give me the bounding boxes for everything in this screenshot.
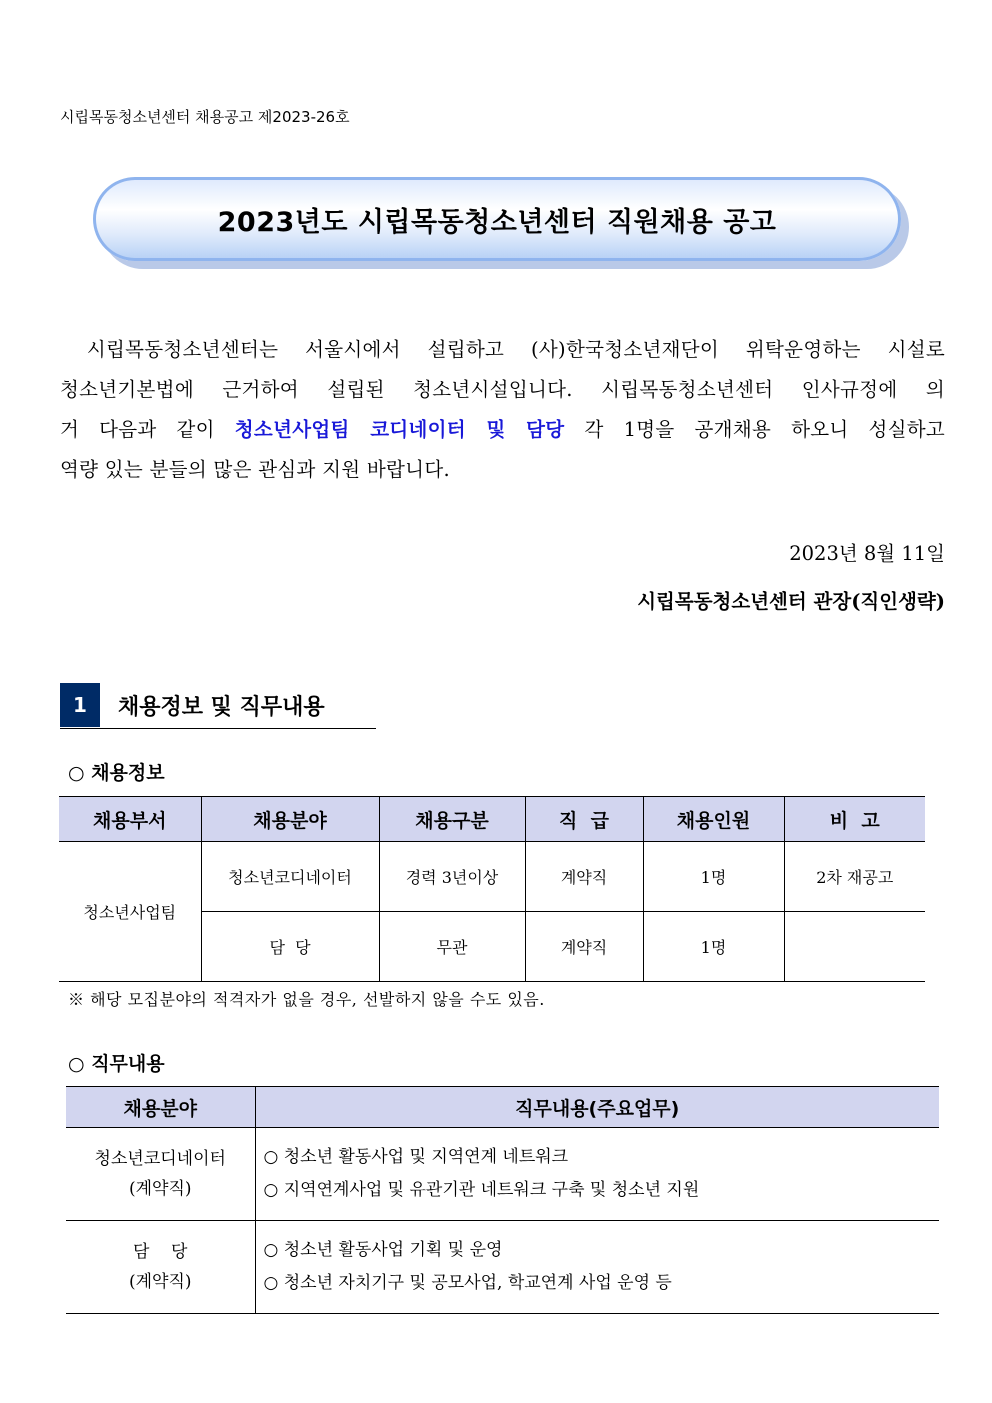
header-type: 채용구분 [379, 797, 525, 842]
section-number: 1 [60, 683, 100, 727]
table-header-row [59, 797, 925, 842]
field-cell: 청소년코디네이터 [201, 842, 379, 912]
type-cell: 경력 3년이상 [379, 842, 525, 912]
header-grade: 직 급 [525, 797, 643, 842]
count-cell: 1명 [643, 912, 784, 982]
field-cell [66, 1128, 255, 1221]
document-number: 시립목동청소년센터 채용공고 제2023-26호 [60, 108, 350, 126]
duty-item: ○ 지역연계사업 및 유관기관 네트워크 구축 및 청소년 지원 [263, 1180, 700, 1200]
header-duties: 직무내용(주요업무) [255, 1087, 939, 1128]
title-banner [93, 177, 901, 261]
intro-line-2: 청소년기본법에 근거하여 설립된 청소년시설입니다. 시립목동청소년센터 인사규정에 의 [60, 378, 945, 401]
duty-item: ○ 청소년 활동사업 기획 및 운영 [263, 1240, 503, 1260]
field-name: 청소년코디네이터 [94, 1149, 226, 1169]
announcement-date: 2023년 8월 11일 [789, 542, 945, 565]
grade-cell: 계약직 [525, 842, 643, 912]
note-cell: 2차 재공고 [784, 842, 925, 912]
field-name: 담 당 [133, 1242, 188, 1262]
section-heading [60, 682, 376, 729]
duties-heading: ○ 직무내용 [68, 1053, 165, 1075]
recruit-info-table [59, 796, 925, 982]
intro-line-1: 시립목동청소년센터는 서울시에서 설립하고 (사)한국청소년재단이 위탁운영하는 시설로 [86, 338, 945, 361]
count-cell: 1명 [643, 842, 784, 912]
duties-cell [255, 1128, 939, 1221]
table-row [66, 1221, 939, 1314]
field-cell [66, 1221, 255, 1314]
recruit-info-heading: ○ 채용정보 [68, 762, 165, 784]
signer: 시립목동청소년센터 관장(직인생략) [637, 590, 945, 613]
duty-item: ○ 청소년 자치기구 및 공모사업, 학교연계 사업 운영 등 [263, 1273, 672, 1293]
header-count: 채용인원 [643, 797, 784, 842]
header-field: 채용분야 [201, 797, 379, 842]
table-header-row [66, 1087, 939, 1128]
footnote: ※ 해당 모집분야의 적격자가 없을 경우, 선발하지 않을 수도 있음. [68, 990, 545, 1009]
duties-table [66, 1086, 939, 1314]
page-title: 2023년도 시립목동청소년센터 직원채용 공고 [217, 206, 777, 238]
intro-line-3: 거 다음과 같이 청소년사업팀 코디네이터 및 담당 각 1명을 공개채용 하오니 성실하고 [60, 418, 946, 441]
intro-paragraph [60, 330, 945, 490]
field-sub: (계약직) [128, 1179, 192, 1199]
intro-highlight: 청소년사업팀 코디네이터 및 담당 [234, 418, 565, 441]
field-sub: (계약직) [128, 1272, 192, 1292]
note-cell [784, 912, 925, 982]
field-cell: 담 당 [201, 912, 379, 982]
type-cell: 무관 [379, 912, 525, 982]
duties-cell [255, 1221, 939, 1314]
section-title: 채용정보 및 직무내용 [118, 694, 325, 720]
table-row [59, 842, 925, 912]
header-field: 채용분야 [66, 1087, 255, 1128]
dept-cell: 청소년사업팀 [59, 842, 201, 982]
table-row [66, 1128, 939, 1221]
duty-item: ○ 청소년 활동사업 및 지역연계 네트워크 [263, 1147, 569, 1167]
header-note: 비 고 [784, 797, 925, 842]
intro-line-4: 역량 있는 분들의 많은 관심과 지원 바랍니다. [60, 458, 450, 481]
grade-cell: 계약직 [525, 912, 643, 982]
header-dept: 채용부서 [59, 797, 201, 842]
